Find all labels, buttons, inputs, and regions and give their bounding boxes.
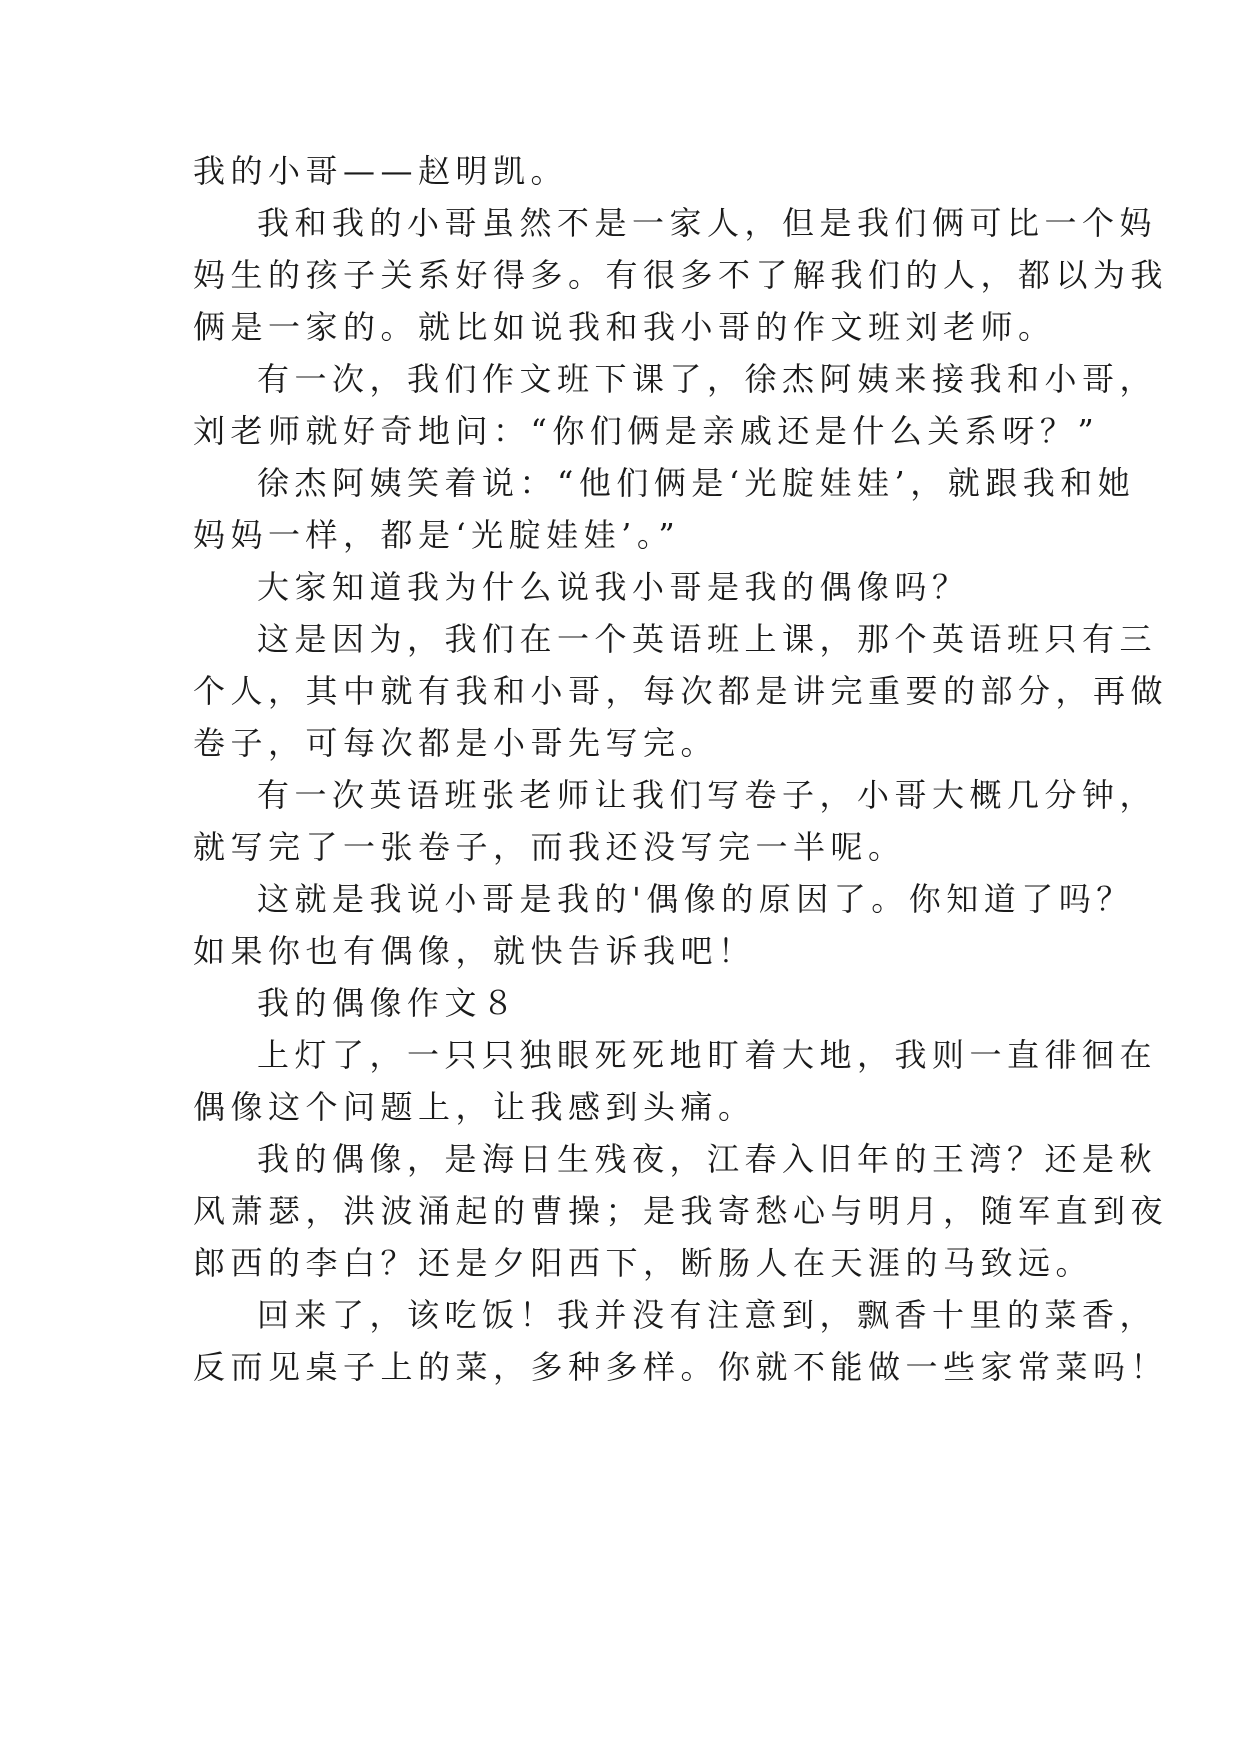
essay-line: 上灯了，一只只独眼死死地盯着大地，我则一直徘徊在 xyxy=(257,1036,1158,1074)
essay-line: 我和我的小哥虽然不是一家人，但是我们俩可比一个妈 xyxy=(257,204,1158,242)
essay-line: 个人，其中就有我和小哥，每次都是讲完重要的部分，再做 xyxy=(193,672,1169,710)
section-heading: 我的偶像作文８ xyxy=(257,984,520,1022)
essay-line: 风萧瑟，洪波涌起的曹操；是我寄愁心与明月，随军直到夜 xyxy=(193,1192,1169,1230)
essay-line: 刘老师就好奇地问：“你们俩是亲戚还是什么关系呀？” xyxy=(193,412,1100,450)
essay-line: 我的偶像，是海日生残夜，江春入旧年的王湾？还是秋 xyxy=(257,1140,1158,1178)
essay-line: 徐杰阿姨笑着说：“他们俩是‘光腚娃娃’，就跟我和她 xyxy=(257,464,1136,502)
essay-line: 这就是我说小哥是我的'偶像的原因了。你知道了吗？ xyxy=(257,880,1134,918)
essay-line: 这是因为，我们在一个英语班上课，那个英语班只有三 xyxy=(257,620,1158,658)
essay-line: 妈生的孩子关系好得多。有很多不了解我们的人，都以为我 xyxy=(193,256,1169,294)
essay-line: 偶像这个问题上，让我感到头痛。 xyxy=(193,1088,756,1126)
essay-line: 有一次，我们作文班下课了，徐杰阿姨来接我和小哥， xyxy=(257,360,1158,398)
essay-line: 有一次英语班张老师让我们写卷子，小哥大概几分钟， xyxy=(257,776,1158,814)
essay-line: 卷子，可每次都是小哥先写完。 xyxy=(193,724,719,762)
essay-line: 如果你也有偶像，就快告诉我吧！ xyxy=(193,932,756,970)
essay-line: 我的小哥——赵明凯。 xyxy=(193,152,569,190)
essay-line: 回来了，该吃饭！我并没有注意到，飘香十里的菜香， xyxy=(257,1296,1158,1334)
essay-line: 大家知道我为什么说我小哥是我的偶像吗？ xyxy=(257,568,970,606)
essay-line: 反而见桌子上的菜，多种多样。你就不能做一些家常菜吗！ xyxy=(193,1348,1169,1386)
essay-line: 郎西的李白？还是夕阳西下，断肠人在天涯的马致远。 xyxy=(193,1244,1094,1282)
essay-line: 俩是一家的。就比如说我和我小哥的作文班刘老师。 xyxy=(193,308,1056,346)
essay-line: 妈妈一样，都是‘光腚娃娃’。” xyxy=(193,516,681,554)
essay-line: 就写完了一张卷子，而我还没写完一半呢。 xyxy=(193,828,906,866)
